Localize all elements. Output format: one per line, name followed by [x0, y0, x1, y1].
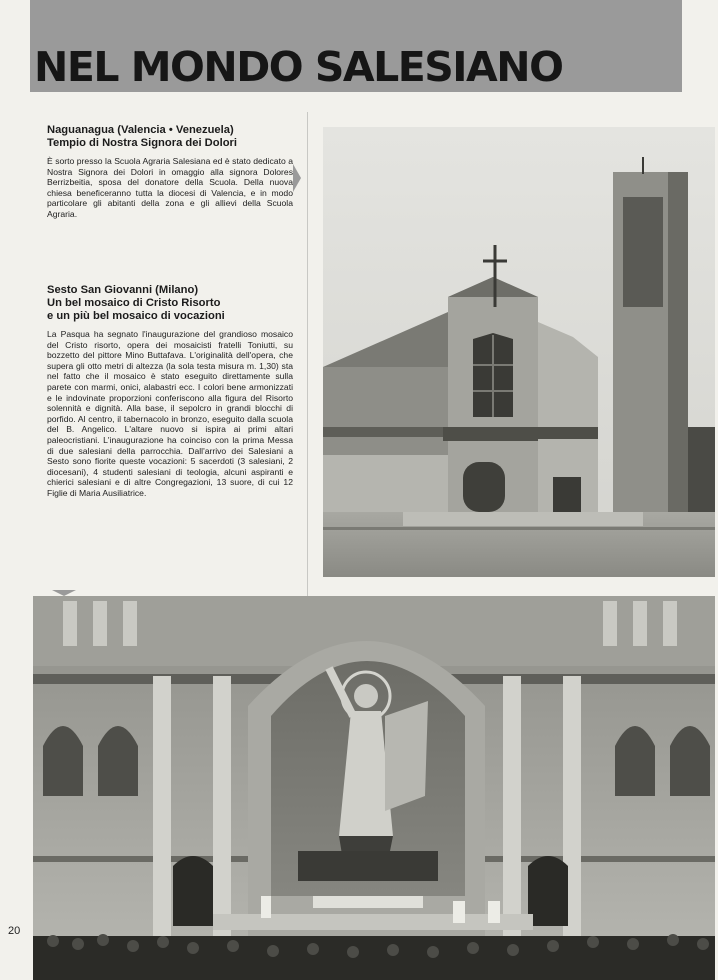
church-interior-photo — [33, 596, 715, 980]
headline-line: Sesto San Giovanni (Milano) — [47, 284, 199, 296]
article-headline — [47, 284, 293, 323]
masthead-title: NEL MONDO SALESIANO — [34, 43, 563, 91]
headline-line: Naguanagua (Valencia • Venezuela) — [47, 124, 234, 136]
headline-line: Un bel mosaico di Cristo Risorto — [47, 297, 221, 309]
page-number: 20 — [8, 925, 21, 937]
article-body: La Pasqua ha segnato l'inaugurazione del grandioso mosaico del Cristo risorto, opera dei mosaicisti fratelli Toniutti, su bozzetto del pittore Mino Buttafava. L'originalità dell'opera, che supera gli otto metri di altezza (la sola testa misura m. 1,30) sta nel fatto che il mosaico è stato eseguito direttamente sulla parete con marmi, onici, alabastri ecc. I colori bene armonizzati e le indovinate proporzioni conferiscono alla figura del Risorto solennità e dignità. Alla base, il sepolcro in grandi blocchi di porfido. Al centro, il tabernacolo in bronzo, eseguito dalla scuola del B. Angelico. L'altare nuovo si ispira ai primi altari paleocristiani. L'inaugurazione ha coinciso con la prima Messa di due salesiani della parrocchia. Dall'arrivo dei Salesiani a Sesto sono fiorite queste vocazioni: 5 sacerdoti (3 salesiani, 2 diocesani), 4 studenti salesiani di teologia, alcuni aspiranti e chierici salesiani e di altre Congregazioni, 13 suore, di cui 12 Figlie di Maria Ausiliatrice. — [47, 329, 293, 498]
church-interior-illustration — [33, 596, 715, 980]
article-body: È sorto presso la Scuola Agraria Salesiana ed è stato dedicato a Nostra Signora dei Dolori in omaggio alla signora Dolores Berrizbeitia, sposa del donatore della Scuola. Della nuova chiesa beneficeranno tutta la diocesi di Valencia, e in modo particolare gli abitanti della zona e gli allievi della Scuola Agraria. — [47, 156, 293, 219]
text-column — [33, 112, 308, 596]
article-headline — [47, 124, 293, 150]
church-exterior-illustration — [323, 127, 715, 577]
church-exterior-photo — [323, 127, 715, 577]
headline-line: Tempio di Nostra Signora dei Dolori — [47, 137, 237, 149]
article-sesto-san-giovanni — [47, 284, 293, 499]
masthead-banner — [30, 0, 682, 92]
article-naguanagua — [47, 124, 293, 220]
headline-line: e un più bel mosaico di vocazioni — [47, 310, 225, 322]
arrow-marker-icon — [293, 164, 301, 192]
